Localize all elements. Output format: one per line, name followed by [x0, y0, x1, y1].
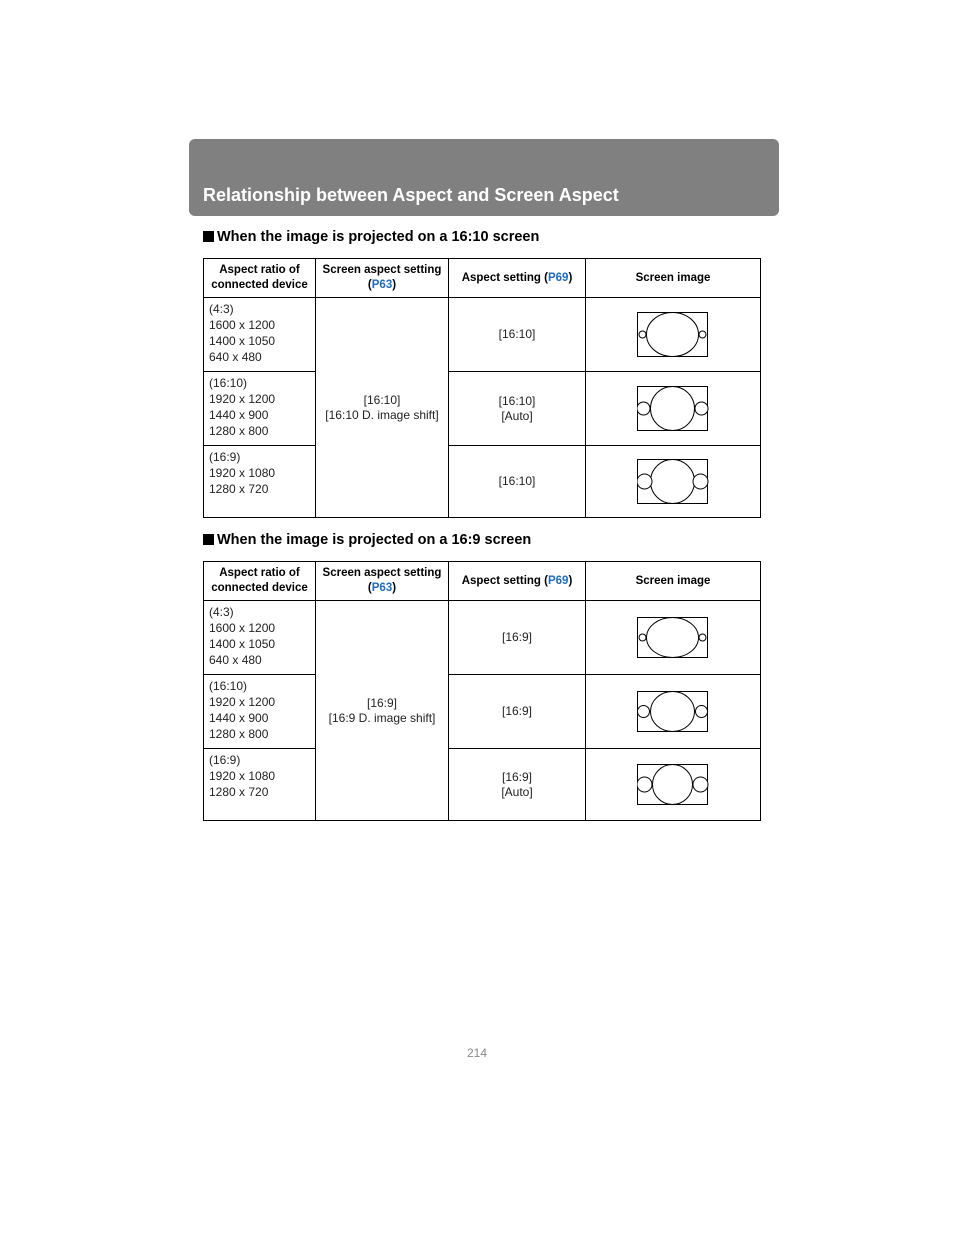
- device-aspect-cell: (16:9) 1920 x 1080 1280 x 720: [204, 446, 316, 518]
- aspect-setting-cell: [16:9]: [449, 601, 586, 675]
- link-p63[interactable]: P63: [371, 582, 393, 594]
- screen-image-cell: [586, 601, 761, 675]
- banner-title: Relationship between Aspect and Screen Aspect: [203, 185, 619, 205]
- header-screen-aspect-setting: Screen aspect setting (P63): [316, 562, 449, 601]
- aspect-setting-cell: [16:9]: [449, 675, 586, 749]
- screen-image-circle-icon: [637, 764, 709, 806]
- device-aspect-cell: (16:9) 1920 x 1080 1280 x 720: [204, 749, 316, 821]
- table-row: [204, 601, 761, 675]
- table-row: [204, 749, 761, 821]
- screen-image-wide-ellipse-icon: [637, 617, 709, 659]
- link-p69[interactable]: P69: [547, 574, 569, 587]
- chapter-banner: [189, 139, 779, 216]
- aspect-setting-cell: [16:9] [Auto]: [449, 749, 586, 821]
- table-row: [204, 298, 761, 372]
- screen-aspect-setting-cell: [16:9] [16:9 D. image shift]: [316, 601, 449, 821]
- table-row: [204, 446, 761, 518]
- bullet-square-icon: [203, 231, 214, 242]
- table-header-row: [204, 259, 761, 298]
- header-screen-image: Screen image: [586, 259, 761, 298]
- aspect-setting-cell: [16:10]: [449, 298, 586, 372]
- bullet-square-icon: [203, 534, 214, 545]
- header-aspect-setting: Aspect setting (P69): [449, 259, 586, 298]
- aspect-setting-cell: [16:10] [Auto]: [449, 372, 586, 446]
- screen-image-mid-ellipse-icon: [637, 691, 709, 733]
- header-device-aspect: Aspect ratio of connected device: [204, 259, 316, 298]
- header-device-aspect: Aspect ratio of connected device: [204, 562, 316, 601]
- aspect-setting-cell: [16:10]: [449, 446, 586, 518]
- screen-aspect-setting-cell: [16:10] [16:10 D. image shift]: [316, 298, 449, 518]
- table-16-10-screen: [203, 258, 761, 518]
- device-aspect-cell: (4:3) 1600 x 1200 1400 x 1050 640 x 480: [204, 298, 316, 372]
- screen-image-circle-icon: [637, 459, 709, 505]
- table-row: [204, 372, 761, 446]
- screen-image-cell: [586, 446, 761, 518]
- device-aspect-cell: (16:10) 1920 x 1200 1440 x 900 1280 x 800: [204, 372, 316, 446]
- section-heading-16-9: When the image is projected on a 16:9 screen: [203, 532, 531, 548]
- screen-image-cell: [586, 298, 761, 372]
- device-aspect-cell: (16:10) 1920 x 1200 1440 x 900 1280 x 800: [204, 675, 316, 749]
- header-screen-image: Screen image: [586, 562, 761, 601]
- table-header-row: [204, 562, 761, 601]
- link-p69[interactable]: P69: [547, 271, 569, 284]
- screen-image-cell: [586, 749, 761, 821]
- screen-image-wide-ellipse-icon: [637, 312, 709, 358]
- page-number: 214: [466, 1046, 488, 1060]
- screen-image-circle-icon: [637, 386, 709, 432]
- header-aspect-setting: Aspect setting (P69): [449, 562, 586, 601]
- device-aspect-cell: (4:3) 1600 x 1200 1400 x 1050 640 x 480: [204, 601, 316, 675]
- table-row: [204, 675, 761, 749]
- table-16-9-screen: [203, 561, 761, 821]
- screen-image-cell: [586, 372, 761, 446]
- header-screen-aspect-setting: Screen aspect setting (P63): [316, 259, 449, 298]
- section-heading-16-10: When the image is projected on a 16:10 screen: [203, 229, 539, 245]
- link-p63[interactable]: P63: [371, 279, 393, 291]
- screen-image-cell: [586, 675, 761, 749]
